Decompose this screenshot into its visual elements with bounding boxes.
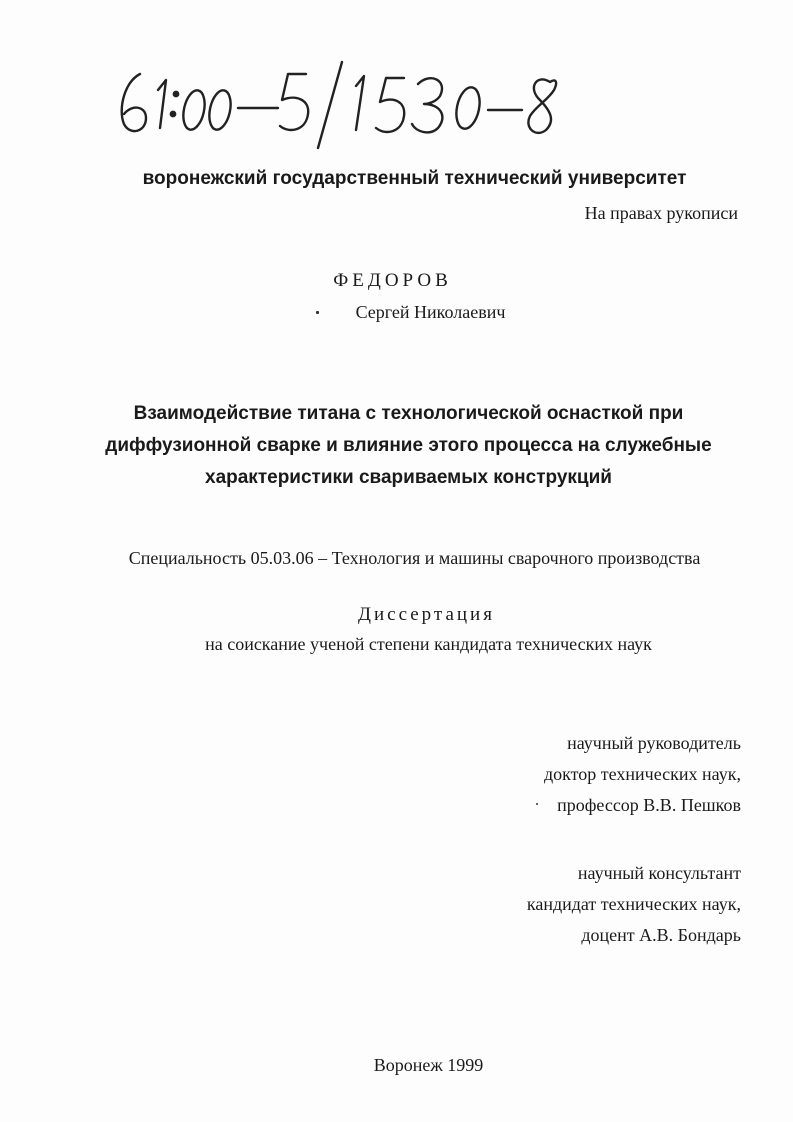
title-line-3: характеристики свариваемых конструкций [205,467,612,488]
scan-speck [536,803,538,805]
document-type: Диссертация [358,604,495,625]
handwritten-archive-number [110,52,580,152]
supervisor-degree: доктор технических наук, [544,764,741,784]
title-line-1: Взаимодействие титана с технологической оснасткой при [133,403,684,424]
supervisor-person: профессор В.В. Пешков [557,795,741,815]
title-line-2: диффузионной сварке и влияние этого процесса на служебные [105,435,712,456]
degree-sought: на соискание ученой степени кандидата технических наук [205,634,652,654]
consultant-role: научный консультант [577,863,741,883]
author-surname: ФЕДОРОВ [333,270,452,291]
manuscript-rights-note: На правах рукописи [584,203,738,223]
supervisor-block [544,728,741,821]
author-name: Сергей Николаевич [355,302,506,322]
supervisor-role: научный руководитель [567,733,741,753]
consultant-degree: кандидат технических наук, [526,894,741,914]
consultant-block [527,858,741,951]
dissertation-title [12,398,793,494]
consultant-person: доцент А.В. Бондарь [581,925,741,945]
specialty: Специальность 05.03.06 – Технология и машины сварочного производства [128,548,701,568]
city-year: Воронеж 1999 [373,1055,484,1075]
university-name: воронежский государственный технический университет [142,168,687,189]
